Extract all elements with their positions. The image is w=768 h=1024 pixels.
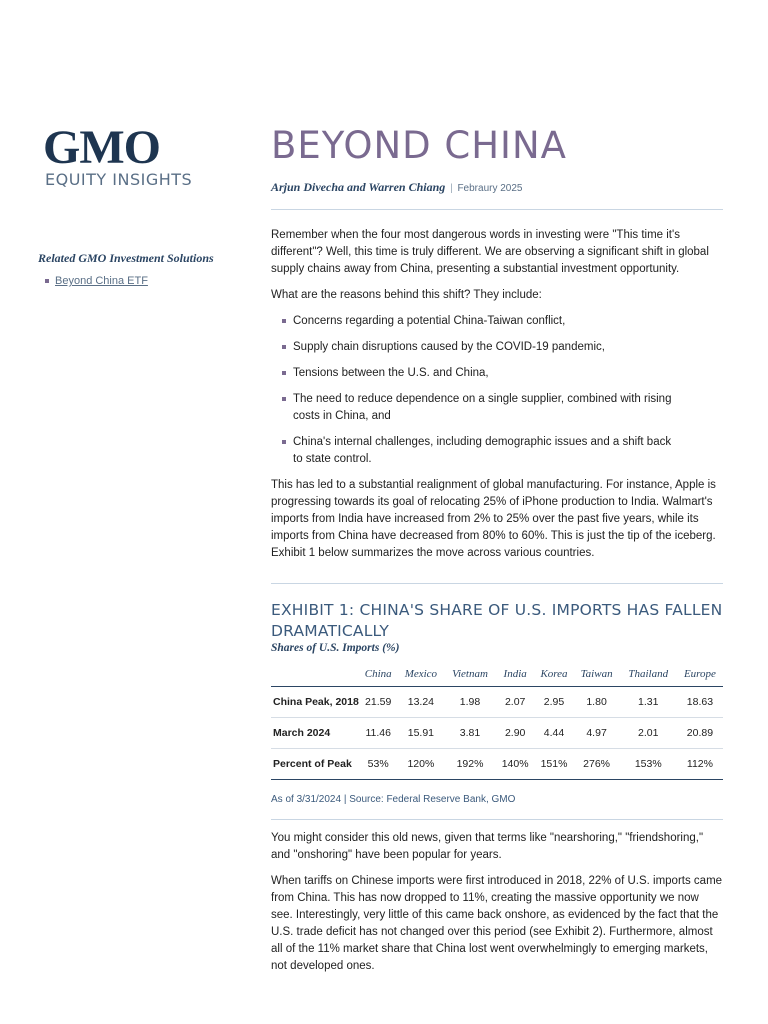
byline xyxy=(271,180,723,210)
exhibit-title: EXHIBIT 1: CHINA'S SHARE OF U.S. IMPORTS HAS FALLEN DRAMATICALLY xyxy=(271,601,723,640)
table-cell: 21.59 xyxy=(359,687,398,718)
byline-separator: | xyxy=(450,183,453,194)
reasons-list xyxy=(271,313,723,468)
imports-table xyxy=(271,665,723,780)
column-header: Korea xyxy=(535,665,574,687)
page-title: BEYOND CHINA xyxy=(271,124,567,167)
row-label: China Peak, 2018 xyxy=(271,687,359,718)
table-cell: 15.91 xyxy=(398,718,445,749)
column-header: Vietnam xyxy=(444,665,496,687)
list-item xyxy=(271,365,673,382)
column-header: Thailand xyxy=(620,665,677,687)
table-cell: 192% xyxy=(444,749,496,780)
logo-subtitle: EQUITY INSIGHTS xyxy=(45,170,193,189)
table-corner-cell xyxy=(271,665,359,687)
column-header: China xyxy=(359,665,398,687)
row-label: Percent of Peak xyxy=(271,749,359,780)
square-bullet-icon xyxy=(282,440,286,444)
table-cell: 151% xyxy=(535,749,574,780)
realignment-paragraph: This has led to a substantial realignment of global manufacturing. For instance, Apple is progressing towards its goal of relocating 25% of iPhone production to India. Walmart's imports from India have increased from 2% to 25% over the past five years, while its imports from China have decreased from 80% to 60%. This is just the tip of the iceberg. Exhibit 1 below summarizes the move across various countries. xyxy=(271,479,716,559)
column-header: Mexico xyxy=(398,665,445,687)
table-cell: 4.44 xyxy=(535,718,574,749)
reason-text: The need to reduce dependence on a single supplier, combined with rising costs in China, and xyxy=(293,393,672,422)
nearshoring-paragraph: You might consider this old news, given that terms like "nearshoring," "friendshoring," and "onshoring" have been popular for years. xyxy=(271,832,704,861)
list-item xyxy=(271,391,673,425)
table-cell: 18.63 xyxy=(677,687,723,718)
publish-date: Febraury 2025 xyxy=(457,183,523,194)
column-header: Taiwan xyxy=(574,665,620,687)
column-header: India xyxy=(496,665,535,687)
square-bullet-icon xyxy=(45,279,49,283)
article xyxy=(271,124,723,975)
square-bullet-icon xyxy=(282,345,286,349)
table-cell: 13.24 xyxy=(398,687,445,718)
authors: Arjun Divecha and Warren Chiang xyxy=(271,180,446,194)
table-cell: 276% xyxy=(574,749,620,780)
table-cell: 1.98 xyxy=(444,687,496,718)
exhibit-subtitle: Shares of U.S. Imports (%) xyxy=(271,642,400,654)
table-cell: 112% xyxy=(677,749,723,780)
related-solution-item xyxy=(38,275,238,287)
tariffs-paragraph: When tariffs on Chinese imports were first introduced in 2018, 22% of U.S. imports came from China. This has now dropped to 11%, creating the massive opportunity we now see. Interestingly, very little of this came back onshore, as evidenced by the fact that the U.S. trade deficit has not changed over this period (see Exhibit 2). Furthermore, almost all of the 11% market share that China lost went overwhelmingly to emerging markets, not developed ones. xyxy=(271,875,723,972)
list-item xyxy=(271,313,673,330)
row-label: March 2024 xyxy=(271,718,359,749)
related-solutions-heading: Related GMO Investment Solutions xyxy=(38,251,214,265)
table-row xyxy=(271,687,723,718)
table-header-row xyxy=(271,665,723,687)
column-header: Europe xyxy=(677,665,723,687)
table-cell: 140% xyxy=(496,749,535,780)
table-cell: 2.01 xyxy=(620,718,677,749)
reason-text: China's internal challenges, including demographic issues and a shift back to state control. xyxy=(293,436,672,465)
table-row xyxy=(271,718,723,749)
list-item xyxy=(271,339,673,356)
table-cell: 2.90 xyxy=(496,718,535,749)
sidebar xyxy=(38,122,238,287)
table-cell: 2.07 xyxy=(496,687,535,718)
table-cell: 2.95 xyxy=(535,687,574,718)
table-cell: 11.46 xyxy=(359,718,398,749)
table-row xyxy=(271,749,723,780)
reason-text: Concerns regarding a potential China-Taiwan conflict, xyxy=(293,315,566,327)
table-cell: 3.81 xyxy=(444,718,496,749)
exhibit-source: As of 3/31/2024 | Source: Federal Reserve Bank, GMO xyxy=(271,794,723,820)
related-solutions-list xyxy=(38,275,238,287)
beyond-china-etf-link[interactable]: Beyond China ETF xyxy=(55,275,148,287)
table-cell: 153% xyxy=(620,749,677,780)
table-cell: 120% xyxy=(398,749,445,780)
section-divider xyxy=(271,583,723,584)
table-cell: 4.97 xyxy=(574,718,620,749)
table-cell: 53% xyxy=(359,749,398,780)
square-bullet-icon xyxy=(282,371,286,375)
table-cell: 1.31 xyxy=(620,687,677,718)
gmo-logo: GMO xyxy=(43,121,160,174)
list-item xyxy=(271,434,673,468)
reason-text: Tensions between the U.S. and China, xyxy=(293,367,489,379)
reasons-intro-paragraph: What are the reasons behind this shift? They include: xyxy=(271,289,542,301)
reason-text: Supply chain disruptions caused by the COVID-19 pandemic, xyxy=(293,341,605,353)
intro-paragraph: Remember when the four most dangerous words in investing were "This time it's different"? Well, this time is truly different. We are observing a significant shift in global supply chains away from China, presenting a substantial investment opportunity. xyxy=(271,229,709,275)
table-cell: 1.80 xyxy=(574,687,620,718)
table-cell: 20.89 xyxy=(677,718,723,749)
square-bullet-icon xyxy=(282,319,286,323)
square-bullet-icon xyxy=(282,397,286,401)
